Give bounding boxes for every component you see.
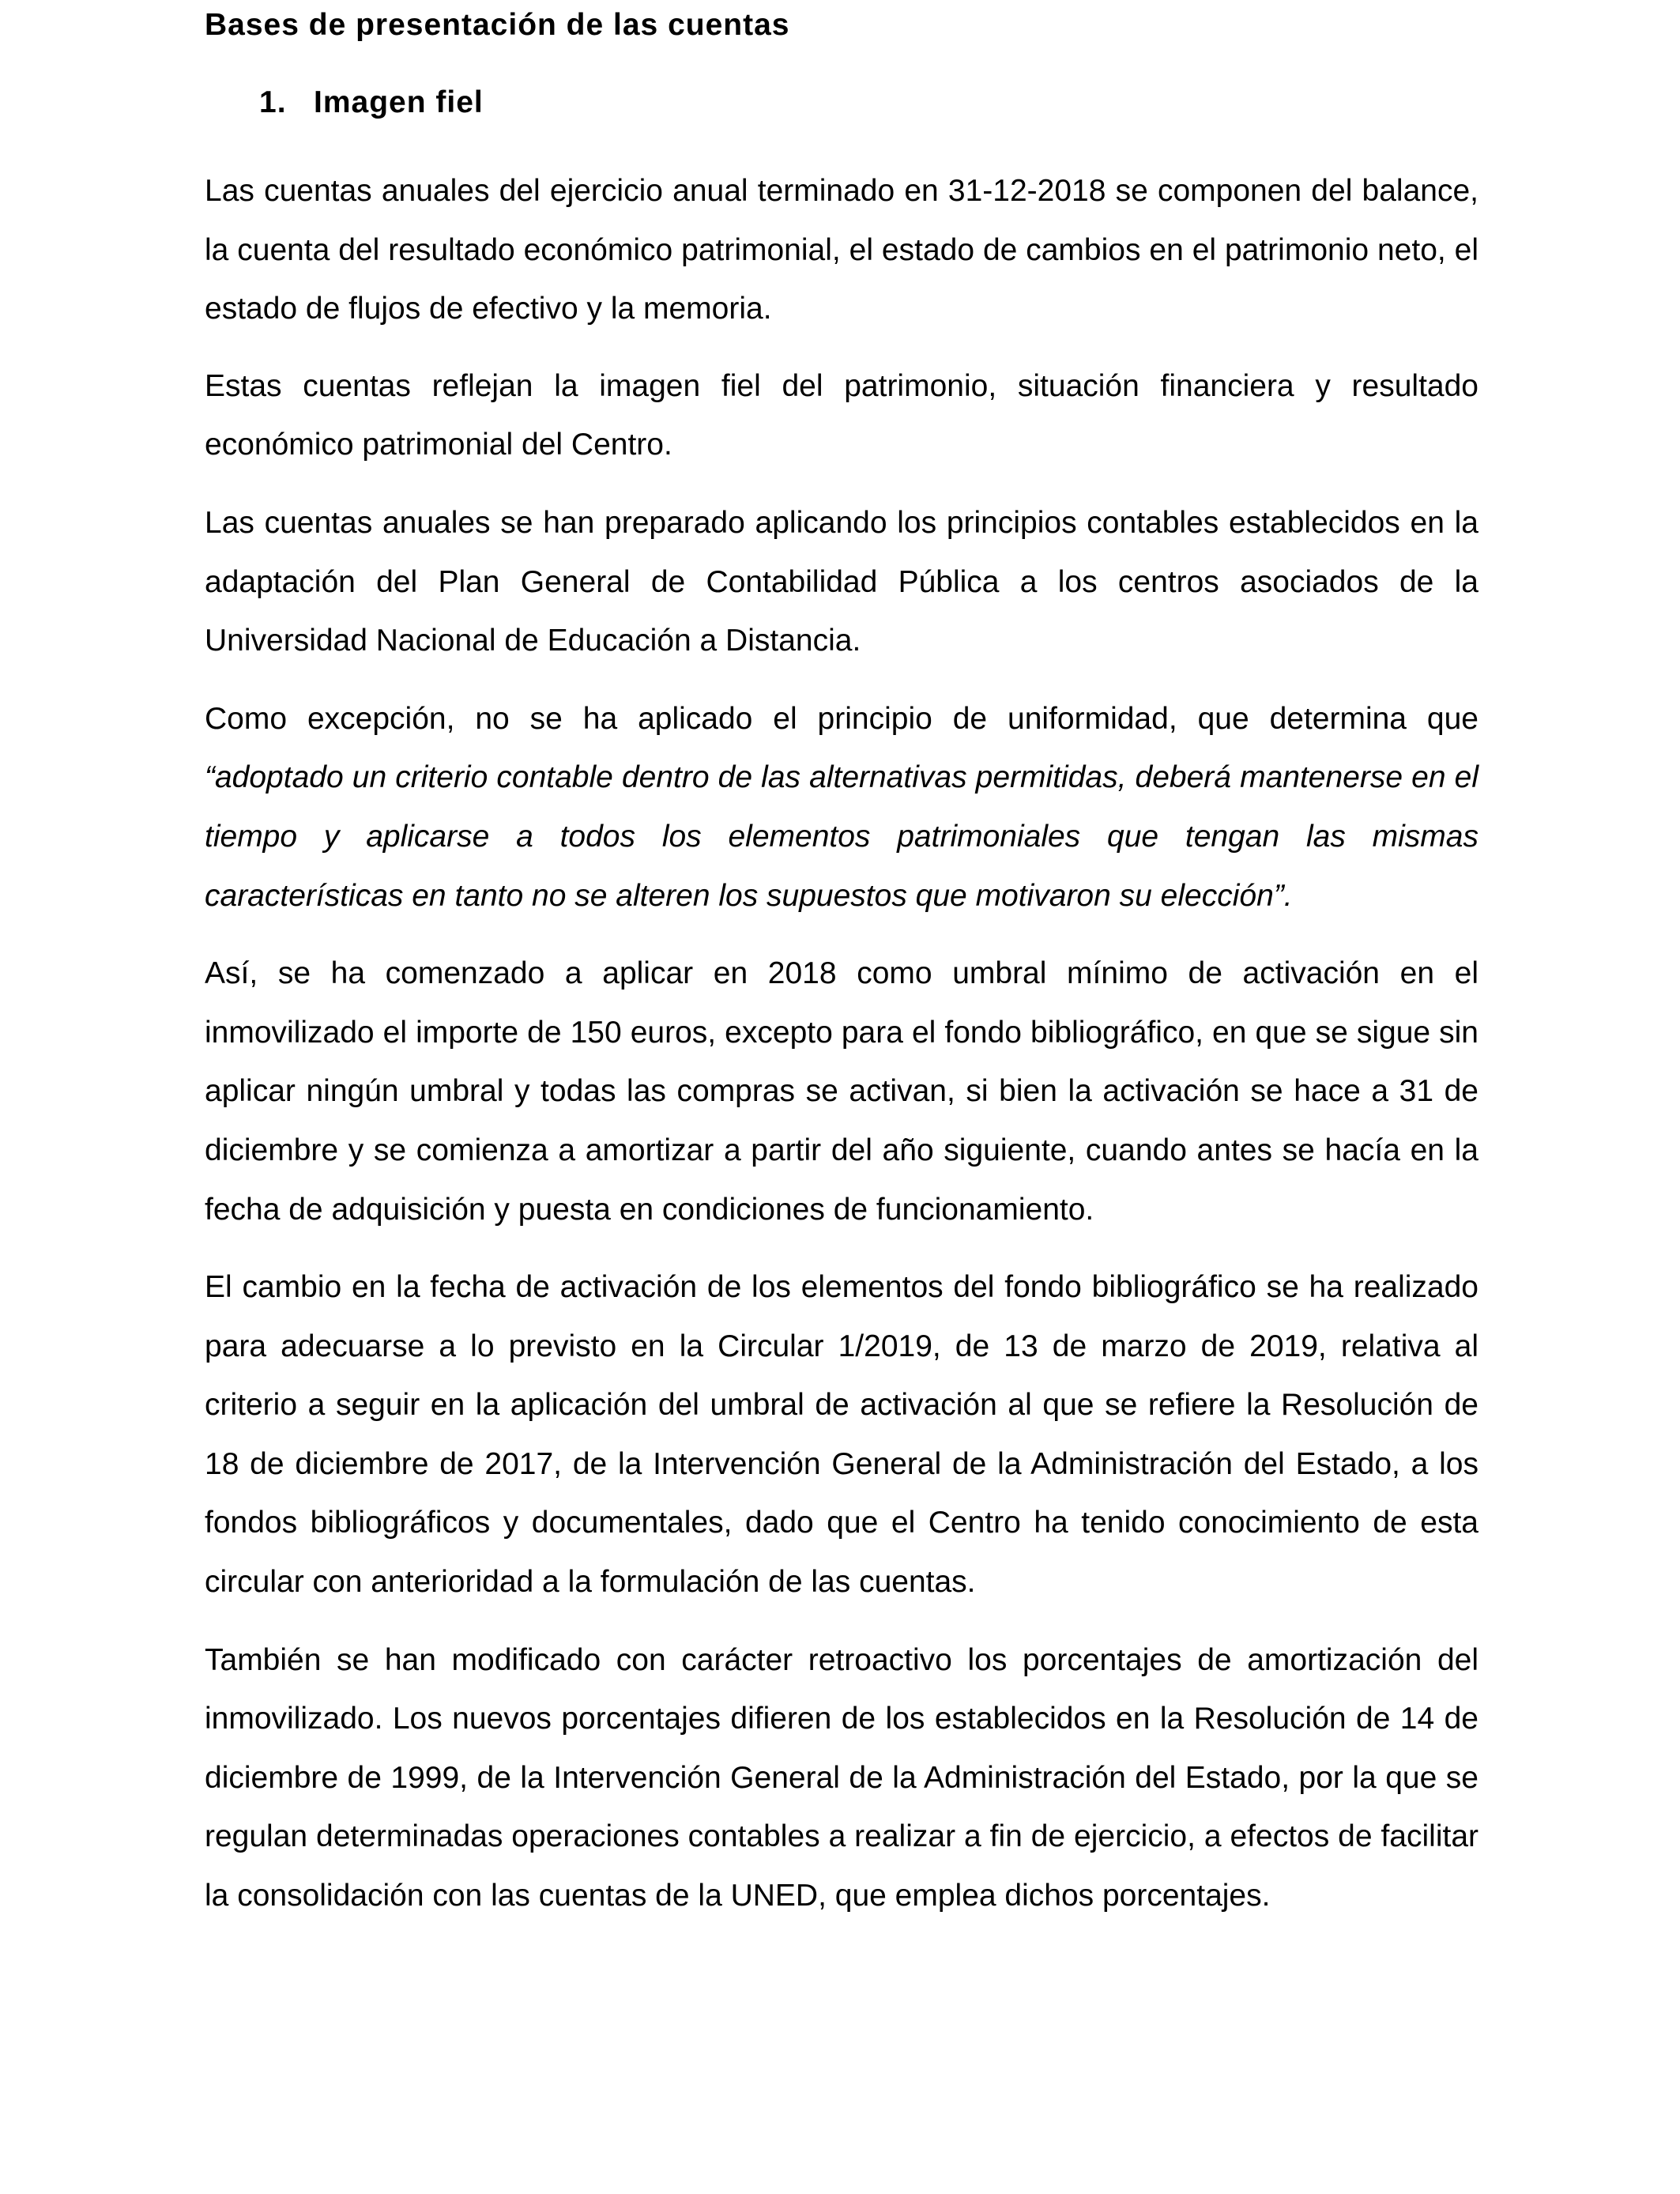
section-title: Bases de presentación de las cuentas [205, 8, 790, 42]
paragraph-imagen-fiel: Estas cuentas reflejan la imagen fiel del patrimonio, situación financiera y resultado económico patrimonial del Centro. [205, 368, 1478, 462]
paragraph-cuentas-anuales: Las cuentas anuales del ejercicio anual terminado en 31-12-2018 se componen del balance, la cuenta del resultado económico patrimonial, el estado de cambios en el patrimonio neto, el estado de flujos de efectivo y la memoria. [205, 174, 1478, 326]
paragraph-fondo-bibliografico: El cambio en la fecha de activación de los elementos del fondo bibliográfico se ha realizado para adecuarse a lo previsto en la Circular 1/2019, de 13 de marzo de 2019, relativa al criterio a seguir en la aplicación del umbral de activación al que se refiere la Resolución de 18 de diciembre de 2017, de la Intervención General de la Administración del Estado, a los fondos bibliográficos y documentales, dado que el Centro ha tenido conocimiento de esta circular con anterioridad a la formulación de las cuentas. [205, 1270, 1478, 1600]
paragraph-umbral-activacion: Así, se ha comenzado a aplicar en 2018 como umbral mínimo de activación en el inmovilizado el importe de 150 euros, excepto para el fondo bibliográfico, en que se sigue sin aplicar ningún umbral y todas las compras se activan, si bien la activación se hace a 31 de diciembre y se comienza a amortizar a partir del año siguiente, cuando antes se hacía en la fecha de adquisición y puesta en condiciones de funcionamiento. [205, 956, 1478, 1227]
paragraph-excepcion-uniformidad [205, 690, 1478, 925]
paragraph-excepcion-intro: Como excepción, no se ha aplicado el principio de uniformidad, que determina que [205, 701, 1478, 736]
paragraph-porcentajes-amortizacion: También se han modificado con carácter retroactivo los porcentajes de amortización del inmovilizado. Los nuevos porcentajes difieren de los establecidos en la Resolución de 14 de diciembre de 1999, de la Intervención General de la Administración del Estado, por la que se regulan determinadas operaciones contables a realizar a fin de ejercicio, a efectos de facilitar la consolidación con las cuentas de la UNED, que emplea dichos porcentajes. [205, 1642, 1478, 1913]
body-text [205, 162, 1478, 1945]
paragraph-principios-contables: Las cuentas anuales se han preparado aplicando los principios contables establecidos en la adaptación del Plan General de Contabilidad Pública a los centros asociados de la Universidad Nacional de Educación a Distancia. [205, 505, 1478, 658]
subsection-title: Imagen fiel [314, 85, 484, 119]
paragraph-excepcion-quote: “adoptado un criterio contable dentro de las alternativas permitidas, deberá mantenerse en el tiempo y aplicarse a todos los elementos patrimoniales que tengan las mismas características en tanto no se alteren los supuestos que motivaron su elección”. [205, 760, 1478, 913]
subsection-number: 1. [259, 85, 287, 119]
subsection-heading [259, 85, 484, 120]
